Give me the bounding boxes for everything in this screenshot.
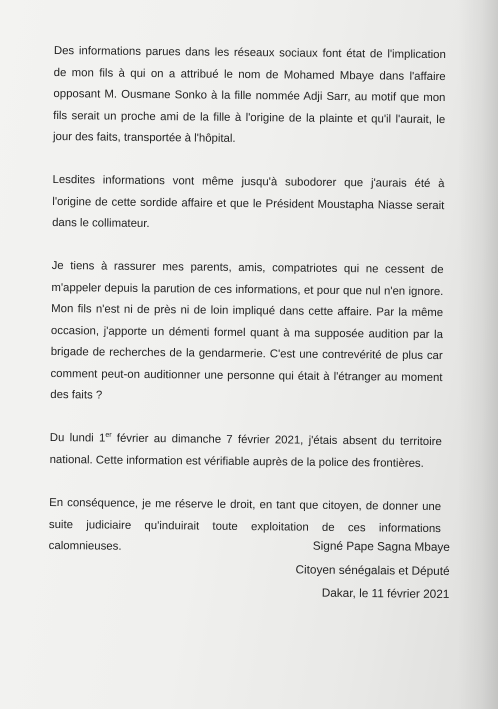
signatory-name: Signé Pape Sagna Mbaye <box>312 538 450 554</box>
letter-body <box>48 41 446 583</box>
paragraph-suspicions: Lesdites informations vont même jusqu'à subodorer que j'aurais été à l'origine de cette sordide affaire et que le Président Moustapha Niasse serait dans le collimateur. <box>52 173 445 231</box>
paragraph-absence <box>49 428 441 475</box>
page-edge-shadow <box>458 0 498 709</box>
paragraph-denial: Je tiens à rassurer mes parents, amis, compatriotes qui ne cessent de m'appeler depuis la parution de ces informations, et pour que nul n'en ignore. Mon fils n'est ni de près ni de loin impliqué dans cette affaire. Par la même occasion, j'apporte un démenti formel quant à ma supposée audition par la brigade de recherches de la gendarmerie. C'est une contrevérité de plus car comment peut-on auditionner une personne qui était à l'étranger au moment des faits ? <box>50 259 444 402</box>
paragraph-legal-action: En conséquence, je me réserve le droit, en tant que citoyen, de donner une suite judiciaire qu'induirait toute exploitation de ces informations calomnieuses. <box>48 496 442 553</box>
place-and-date: Dakar, le 11 février 2021 <box>321 585 450 601</box>
absence-text-start: Du lundi 1 <box>49 431 106 445</box>
ordinal-superscript: er <box>105 431 112 439</box>
paragraph-allegations: Des informations parues dans les réseaux sociaux font état de l'implication de mon fils à qui on a attribué le nom de Mohamed Mbaye dans l'affaire opposant M. Ousmane Sonko à la fille nommée Adji Sarr, au motif que mon fils serait un proche ami de la fille à l'origine de la plainte et qu'il l'aurait, le jour des faits, transportée à l'hôpital. <box>52 44 446 145</box>
absence-text-end: février au dimanche 7 février 2021, j'étais absent du territoire national. Cette information est vérifiable auprès de la police des frontières. <box>49 432 442 470</box>
signatory-title: Citoyen sénégalais et Député <box>295 561 450 578</box>
signature-block <box>249 534 450 607</box>
